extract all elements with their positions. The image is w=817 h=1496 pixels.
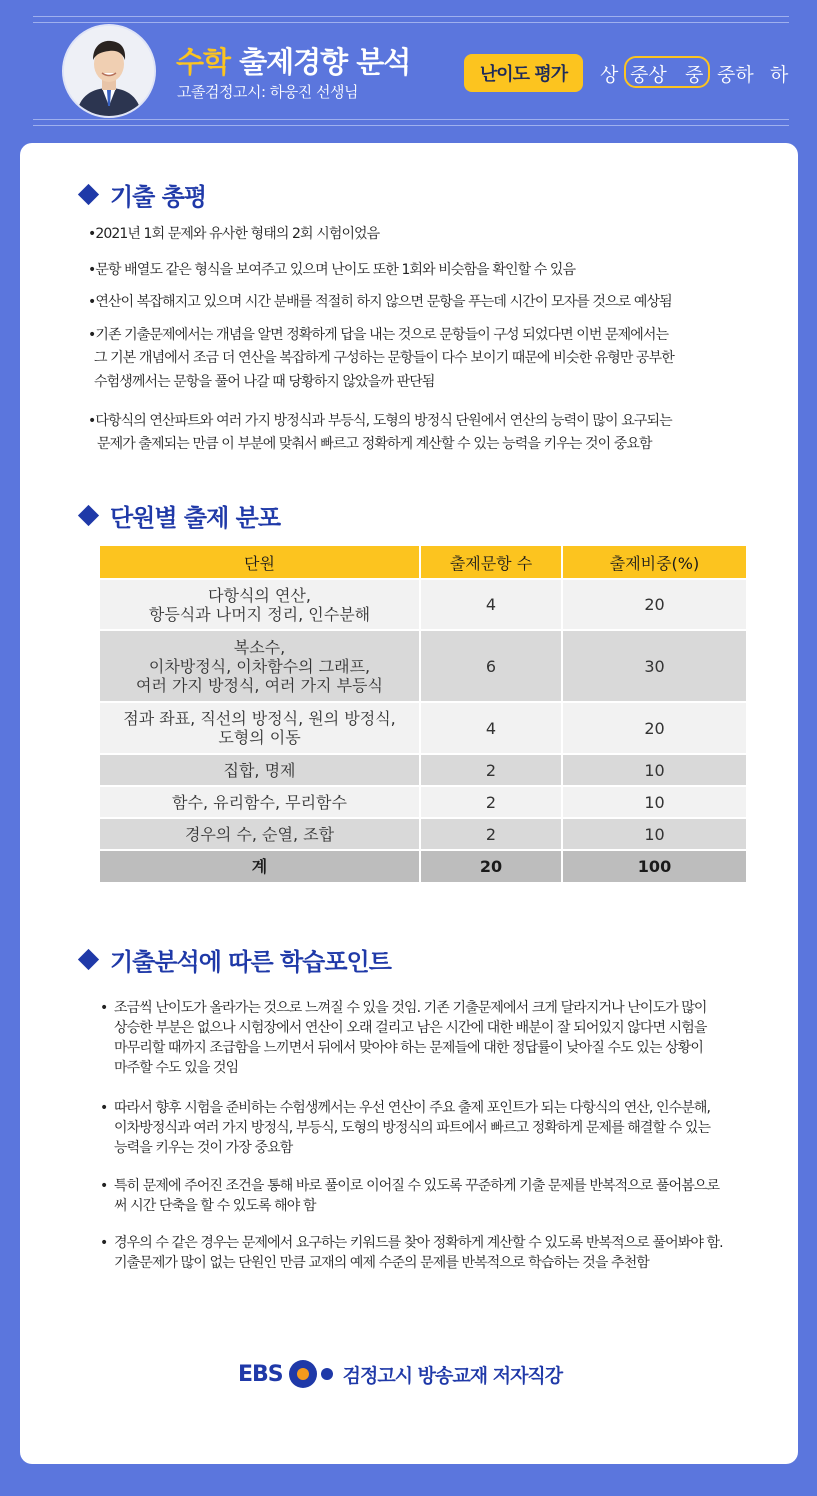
title-subject: 수학 xyxy=(176,45,231,79)
overview-bullet-cont: 문제가 출제되는 만큼 이 부분에 맞춰서 빠르고 정확하게 계산할 수 있는 능력을 키우는 것이 중요함 xyxy=(97,436,652,452)
footer-text: 검정고시 방송교재 저자직강 xyxy=(342,1364,563,1387)
table-row xyxy=(100,702,746,754)
table-row xyxy=(100,818,746,850)
ebs-logo-icon xyxy=(289,1360,333,1388)
overview-bullet: •다항식의 연산파트와 여러 가지 방정식과 부등식, 도형의 방정식 단원에서 연산의 능력이 많이 요구되는 xyxy=(88,413,672,429)
level-mid-low: 중하 xyxy=(717,64,754,86)
footer-brand xyxy=(238,1359,562,1389)
table-total-row xyxy=(100,850,746,882)
title-rest: 출제경향 분석 xyxy=(230,45,411,79)
page-title xyxy=(176,40,410,81)
divider-line xyxy=(33,16,789,17)
column-header: 출제문항 수 xyxy=(420,546,562,579)
unit-cell: 점과 좌표, 직선의 방정식, 원의 방정식, 도형의 이동 xyxy=(100,702,420,754)
table-row xyxy=(100,754,746,786)
page-subtitle: 고졸검정고시: 하웅진 선생님 xyxy=(177,83,358,101)
column-header: 출제비중(%) xyxy=(562,546,746,579)
overview-bullet: •문항 배열도 같은 형식을 보여주고 있으며 난이도 또한 1회와 비슷함을 확인할 수 있음 xyxy=(88,262,576,278)
ratio-cell: 30 xyxy=(562,630,746,702)
divider-line xyxy=(33,125,789,126)
ebs-logo-text: EBS xyxy=(238,1361,283,1387)
divider-line xyxy=(33,119,789,120)
bullet-dot: • xyxy=(100,1178,108,1194)
column-header: 단원 xyxy=(100,546,420,579)
count-cell: 6 xyxy=(420,630,562,702)
level-mid: 중 xyxy=(685,64,704,86)
total-ratio-cell: 100 xyxy=(562,850,746,882)
bullet-dot: • xyxy=(100,1235,108,1251)
unit-cell: 함수, 유리함수, 무리함수 xyxy=(100,786,420,818)
overview-bullet: •2021년 1회 문제와 유사한 형태의 2회 시험이었음 xyxy=(88,226,380,242)
level-low: 하 xyxy=(770,64,789,86)
diamond-icon xyxy=(78,949,99,970)
section-heading-overview: 기출 총평 xyxy=(78,177,206,212)
unit-cell: 다항식의 연산, 항등식과 나머지 정리, 인수분해 xyxy=(100,579,420,630)
unit-cell: 복소수, 이차방정식, 이차함수의 그래프, 여러 가지 방정식, 여러 가지 부등식 xyxy=(100,630,420,702)
overview-bullet: •연산이 복잡해지고 있으며 시간 분배를 적절히 하지 않으면 문항을 푸는데 시간이 모자를 것으로 예상됨 xyxy=(88,294,672,310)
distribution-table xyxy=(100,546,746,882)
ratio-cell: 20 xyxy=(562,702,746,754)
unit-cell: 경우의 수, 순열, 조합 xyxy=(100,818,420,850)
table-header-row xyxy=(100,546,746,579)
count-cell: 2 xyxy=(420,754,562,786)
ratio-cell: 10 xyxy=(562,818,746,850)
divider-line xyxy=(33,22,789,23)
teacher-avatar xyxy=(62,24,156,118)
count-cell: 2 xyxy=(420,786,562,818)
section-heading-distribution: 단원별 출제 분포 xyxy=(78,498,280,533)
table-row xyxy=(100,786,746,818)
section-heading-study-points: 기출분석에 따른 학습포인트 xyxy=(78,942,391,977)
overview-bullet-cont: 수험생께서는 문항을 풀어 나갈 때 당황하지 않았을까 판단됨 xyxy=(94,374,435,390)
ratio-cell: 20 xyxy=(562,579,746,630)
diamond-icon xyxy=(78,184,99,205)
table-row xyxy=(100,630,746,702)
count-cell: 4 xyxy=(420,702,562,754)
difficulty-badge: 난이도 평가 xyxy=(464,54,583,92)
level-mid-high: 중상 xyxy=(630,64,667,86)
ratio-cell: 10 xyxy=(562,754,746,786)
diamond-icon xyxy=(78,505,99,526)
overview-bullet: •기존 기출문제에서는 개념을 알면 정확하게 답을 내는 것으로 문항들이 구성 되었다면 이번 문제에서는 xyxy=(88,327,669,343)
count-cell: 4 xyxy=(420,579,562,630)
bullet-dot: • xyxy=(100,1000,108,1016)
total-label-cell: 계 xyxy=(100,850,420,882)
bullet-dot: • xyxy=(100,1100,108,1116)
unit-cell: 집합, 명제 xyxy=(100,754,420,786)
page-header xyxy=(0,0,817,140)
count-cell: 2 xyxy=(420,818,562,850)
ratio-cell: 10 xyxy=(562,786,746,818)
table-row xyxy=(100,579,746,630)
overview-bullet-cont: 그 기본 개념에서 조금 더 연산을 복잡하게 구성하는 문항들이 다수 보이기 때문에 비슷한 유형만 공부한 xyxy=(94,350,674,366)
level-high: 상 xyxy=(600,64,619,86)
total-count-cell: 20 xyxy=(420,850,562,882)
